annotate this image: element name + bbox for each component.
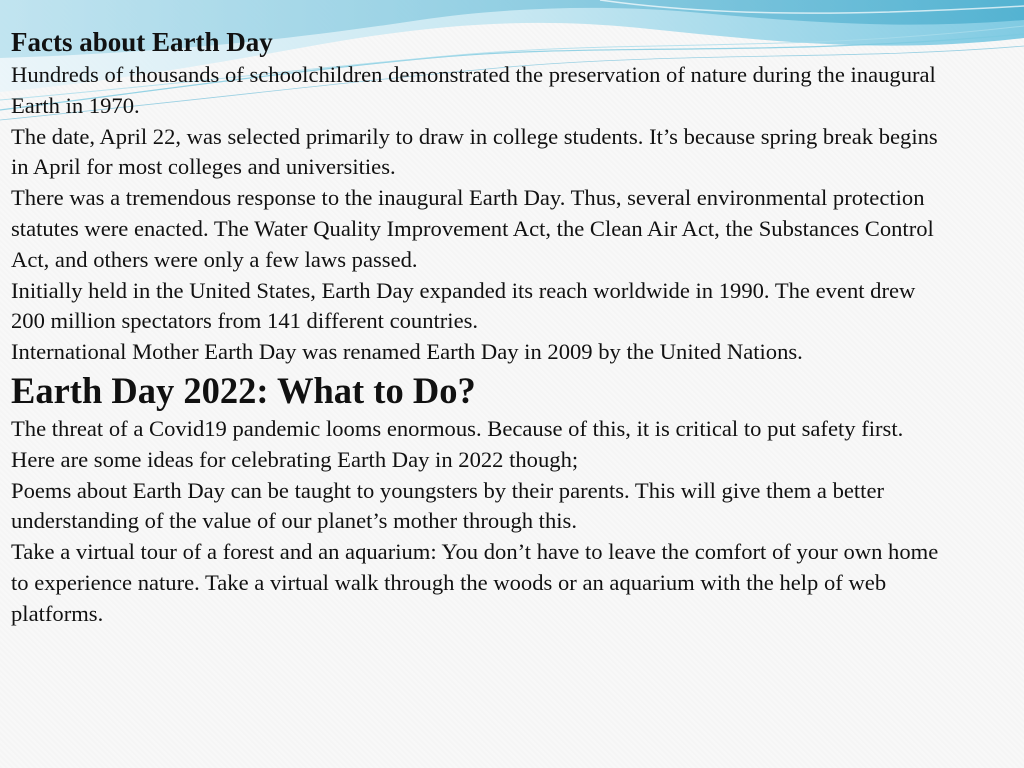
fact-paragraph-3: There was a tremendous response to the inaugural Earth Day. Thus, several environmental protection statutes were enacted. The Water Quality Improvement Act, the Clean Air Act, the Substances Control Act, and others were only a few laws passed. bbox=[11, 185, 934, 272]
fact-paragraph-5: International Mother Earth Day was renamed Earth Day in 2009 by the United Nations. bbox=[11, 339, 803, 365]
section-title-what-to-do: Earth Day 2022: What to Do? bbox=[11, 369, 476, 411]
fact-paragraph-4: Initially held in the United States, Earth Day expanded its reach worldwide in 1990. The event drew 200 million spectators from 141 different countries. bbox=[11, 277, 916, 334]
fact-paragraph-2: The date, April 22, was selected primarily to draw in college students. It’s because spring break begins in April for most colleges and universities. bbox=[11, 123, 938, 180]
idea-paragraph-3: Take a virtual tour of a forest and an aquarium: You don’t have to leave the comfort of your own home to experience nature. Take a virtual walk through the woods or an aquarium with the help of web platforms. bbox=[11, 539, 939, 626]
section-title-facts: Facts about Earth Day bbox=[11, 27, 273, 57]
idea-paragraph-2: Poems about Earth Day can be taught to youngsters by their parents. This will give them a better understanding of the value of our planet’s mother through this. bbox=[11, 477, 885, 534]
fact-paragraph-1: Hundreds of thousands of schoolchildren demonstrated the preservation of nature during the inaugural Earth in 1970. bbox=[11, 62, 936, 118]
slide-content bbox=[11, 24, 1011, 630]
idea-paragraph-1: The threat of a Covid19 pandemic looms enormous. Because of this, it is critical to put safety first. Here are some ideas for celebrating Earth Day in 2022 though; bbox=[11, 415, 904, 472]
